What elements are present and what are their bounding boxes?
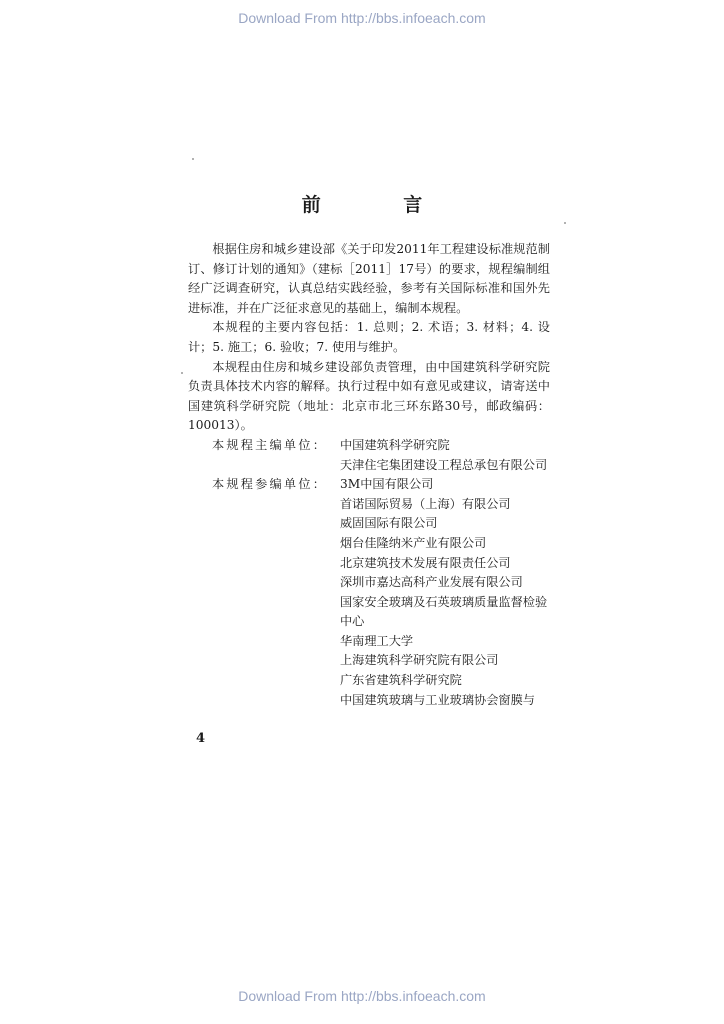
list-item: 天津住宅集团建设工程总承包有限公司 <box>340 457 548 472</box>
participating-units-label: 本规程参编单位： <box>212 477 328 492</box>
list-item: 中国建筑玻璃与工业玻璃协会窗膜与 <box>340 692 535 707</box>
paragraph-management: 本规程由住房和城乡建设部负责管理，由中国建筑科学研究院负责具体技术内容的解释。执行过程中如有意见或建议，请寄送中国建筑科学研究院（地址：北京市北三环东路30号，邮政编码：100013）。 <box>188 359 550 433</box>
page-title: 前 言 <box>301 194 461 216</box>
watermark-bottom: Download From http://bbs.infoeach.com <box>238 988 486 1004</box>
list-item: 威固国际有限公司 <box>340 516 438 531</box>
list-item: 3M中国有限公司 <box>340 477 434 492</box>
chief-units-label: 本规程主编单位： <box>212 437 328 452</box>
preface-body <box>188 240 550 710</box>
list-item: 烟台佳隆纳米产业有限公司 <box>340 535 487 550</box>
list-item: 首诺国际贸易（上海）有限公司 <box>340 496 511 511</box>
list-item: 广东省建筑科学研究院 <box>340 673 462 688</box>
scan-speck <box>181 372 183 374</box>
participating-units-list <box>340 475 550 710</box>
list-item: 上海建筑科学研究院有限公司 <box>340 653 499 668</box>
watermark-top: Download From http://bbs.infoeach.com <box>238 10 486 26</box>
list-item: 北京建筑技术发展有限责任公司 <box>340 555 511 570</box>
page-number: 4 <box>196 731 206 746</box>
paragraph-contents: 本规程的主要内容包括：1. 总则；2. 术语；3. 材料；4. 设计；5. 施工；6. 验收；7. 使用与维护。 <box>188 320 550 354</box>
chief-units-list <box>340 436 550 475</box>
list-item: 深圳市嘉达高科产业发展有限公司 <box>340 575 523 590</box>
chief-units-block <box>188 436 550 475</box>
participating-units-block <box>188 475 550 710</box>
list-item: 华南理工大学 <box>340 633 414 648</box>
scan-speck <box>564 222 566 224</box>
paragraph-basis: 根据住房和城乡建设部《关于印发2011年工程建设标准规范制订、修订计划的通知》（建标［2011］17号）的要求，规程编制组经广泛调查研究，认真总结实践经验，参考有关国际标准和国外先进标准，并在广泛征求意见的基础上，编制本规程。 <box>188 242 550 315</box>
list-item: 中国建筑科学研究院 <box>340 437 450 452</box>
scan-speck <box>192 158 194 160</box>
list-item: 国家安全玻璃及石英玻璃质量监督检验中心 <box>340 594 548 629</box>
